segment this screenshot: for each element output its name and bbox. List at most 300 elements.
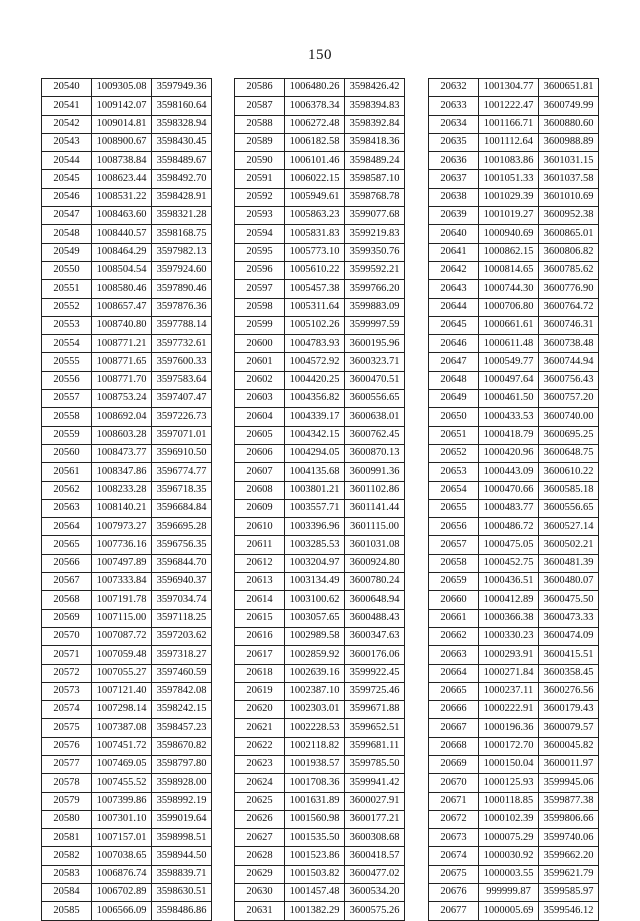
- y-coordinate-cell: 3600648.75: [539, 444, 599, 462]
- point-id-cell: 20663: [429, 646, 479, 664]
- point-id-cell: 20579: [42, 792, 92, 810]
- x-coordinate-cell: 1003057.65: [285, 609, 345, 627]
- y-coordinate-cell: 3598328.94: [152, 115, 212, 133]
- x-coordinate-cell: 1000125.93: [479, 774, 539, 792]
- table-row: [235, 847, 405, 865]
- table-row: [429, 207, 599, 225]
- y-coordinate-cell: 3598992.19: [152, 792, 212, 810]
- x-coordinate-cell: 1006101.46: [285, 152, 345, 170]
- x-coordinate-cell: 1002859.92: [285, 646, 345, 664]
- table-row: [42, 170, 212, 188]
- table-row: [42, 573, 212, 591]
- point-id-cell: 20607: [235, 463, 285, 481]
- point-id-cell: 20597: [235, 280, 285, 298]
- point-id-cell: 20576: [42, 737, 92, 755]
- x-coordinate-cell: 1007973.27: [92, 518, 152, 536]
- x-coordinate-cell: 1001019.27: [479, 207, 539, 225]
- point-id-cell: 20648: [429, 371, 479, 389]
- x-coordinate-cell: 1001631.89: [285, 792, 345, 810]
- table-row: [42, 792, 212, 810]
- table-row: [235, 810, 405, 828]
- table-row: [235, 573, 405, 591]
- x-coordinate-cell: 1000461.50: [479, 390, 539, 408]
- table-row: [429, 554, 599, 572]
- x-coordinate-cell: 1000744.30: [479, 280, 539, 298]
- x-coordinate-cell: 1000475.05: [479, 536, 539, 554]
- y-coordinate-cell: 3598492.70: [152, 170, 212, 188]
- y-coordinate-cell: 3600757.20: [539, 390, 599, 408]
- table-row: [235, 188, 405, 206]
- y-coordinate-cell: 3600865.01: [539, 225, 599, 243]
- x-coordinate-cell: 1008900.67: [92, 133, 152, 151]
- table-row: [235, 97, 405, 115]
- point-id-cell: 20584: [42, 884, 92, 902]
- x-coordinate-cell: 1007157.01: [92, 829, 152, 847]
- table-row: [235, 225, 405, 243]
- y-coordinate-cell: 3599219.83: [345, 225, 405, 243]
- x-coordinate-cell: 1006272.48: [285, 115, 345, 133]
- point-id-cell: 20611: [235, 536, 285, 554]
- point-id-cell: 20629: [235, 865, 285, 883]
- y-coordinate-cell: 3596940.37: [152, 573, 212, 591]
- x-coordinate-cell: 1001304.77: [479, 79, 539, 97]
- x-coordinate-cell: 1000118.85: [479, 792, 539, 810]
- x-coordinate-cell: 1009014.81: [92, 115, 152, 133]
- y-coordinate-cell: 3600474.09: [539, 627, 599, 645]
- y-coordinate-cell: 3599997.59: [345, 316, 405, 334]
- point-id-cell: 20557: [42, 390, 92, 408]
- y-coordinate-cell: 3600746.31: [539, 316, 599, 334]
- table-row: [429, 444, 599, 462]
- y-coordinate-cell: 3600785.62: [539, 261, 599, 279]
- table-row: [42, 810, 212, 828]
- y-coordinate-cell: 3600470.51: [345, 371, 405, 389]
- x-coordinate-cell: 1005949.61: [285, 188, 345, 206]
- y-coordinate-cell: 3597890.46: [152, 280, 212, 298]
- point-id-cell: 20543: [42, 133, 92, 151]
- point-id-cell: 20623: [235, 755, 285, 773]
- x-coordinate-cell: 1006022.15: [285, 170, 345, 188]
- table-row: [42, 335, 212, 353]
- y-coordinate-cell: 3600177.21: [345, 810, 405, 828]
- y-coordinate-cell: 3600323.71: [345, 353, 405, 371]
- x-coordinate-cell: 1007333.84: [92, 573, 152, 591]
- table-row: [42, 188, 212, 206]
- point-id-cell: 20581: [42, 829, 92, 847]
- y-coordinate-cell: 3597876.36: [152, 298, 212, 316]
- x-coordinate-cell: 1007191.78: [92, 591, 152, 609]
- y-coordinate-cell: 3598168.75: [152, 225, 212, 243]
- y-coordinate-cell: 3600358.45: [539, 664, 599, 682]
- table-row: [235, 737, 405, 755]
- point-id-cell: 20552: [42, 298, 92, 316]
- x-coordinate-cell: 1008440.57: [92, 225, 152, 243]
- y-coordinate-cell: 3600079.57: [539, 719, 599, 737]
- table-row: [429, 188, 599, 206]
- point-id-cell: 20551: [42, 280, 92, 298]
- y-coordinate-cell: 3599350.76: [345, 243, 405, 261]
- x-coordinate-cell: 1008464.29: [92, 243, 152, 261]
- x-coordinate-cell: 1007455.52: [92, 774, 152, 792]
- x-coordinate-cell: 1008740.80: [92, 316, 152, 334]
- table-row: [429, 518, 599, 536]
- table-row: [429, 133, 599, 151]
- y-coordinate-cell: 3600776.90: [539, 280, 599, 298]
- y-coordinate-cell: 3599766.20: [345, 280, 405, 298]
- table-row: [235, 335, 405, 353]
- table-row: [42, 115, 212, 133]
- point-id-cell: 20587: [235, 97, 285, 115]
- point-id-cell: 20608: [235, 481, 285, 499]
- y-coordinate-cell: 3598486.86: [152, 902, 212, 920]
- y-coordinate-cell: 3597949.36: [152, 79, 212, 97]
- table-row: [235, 444, 405, 462]
- table-row: [42, 225, 212, 243]
- y-coordinate-cell: 3599785.50: [345, 755, 405, 773]
- point-id-cell: 20599: [235, 316, 285, 334]
- point-id-cell: 20622: [235, 737, 285, 755]
- point-id-cell: 20582: [42, 847, 92, 865]
- y-coordinate-cell: 3600991.36: [345, 463, 405, 481]
- x-coordinate-cell: 1003396.96: [285, 518, 345, 536]
- x-coordinate-cell: 1007387.08: [92, 719, 152, 737]
- table-row: [42, 682, 212, 700]
- point-id-cell: 20661: [429, 609, 479, 627]
- point-id-cell: 20585: [42, 902, 92, 920]
- y-coordinate-cell: 3601037.58: [539, 170, 599, 188]
- x-coordinate-cell: 999999.87: [479, 884, 539, 902]
- y-coordinate-cell: 3596774.77: [152, 463, 212, 481]
- point-id-cell: 20669: [429, 755, 479, 773]
- x-coordinate-cell: 1009142.07: [92, 97, 152, 115]
- table-row: [235, 774, 405, 792]
- table-row: [42, 481, 212, 499]
- point-id-cell: 20544: [42, 152, 92, 170]
- table-row: [235, 170, 405, 188]
- y-coordinate-cell: 3596718.35: [152, 481, 212, 499]
- point-id-cell: 20610: [235, 518, 285, 536]
- x-coordinate-cell: 1000222.91: [479, 701, 539, 719]
- point-id-cell: 20547: [42, 207, 92, 225]
- point-id-cell: 20546: [42, 188, 92, 206]
- y-coordinate-cell: 3597600.33: [152, 353, 212, 371]
- point-id-cell: 20583: [42, 865, 92, 883]
- point-id-cell: 20562: [42, 481, 92, 499]
- y-coordinate-cell: 3600870.13: [345, 444, 405, 462]
- point-id-cell: 20575: [42, 719, 92, 737]
- y-coordinate-cell: 3597034.74: [152, 591, 212, 609]
- point-id-cell: 20591: [235, 170, 285, 188]
- table-row: [429, 829, 599, 847]
- table-row: [42, 591, 212, 609]
- y-coordinate-cell: 3600648.94: [345, 591, 405, 609]
- point-id-cell: 20615: [235, 609, 285, 627]
- y-coordinate-cell: 3599585.97: [539, 884, 599, 902]
- x-coordinate-cell: 1000150.04: [479, 755, 539, 773]
- x-coordinate-cell: 1008623.44: [92, 170, 152, 188]
- y-coordinate-cell: 3600764.72: [539, 298, 599, 316]
- point-id-cell: 20621: [235, 719, 285, 737]
- x-coordinate-cell: 1007038.65: [92, 847, 152, 865]
- table-row: [235, 280, 405, 298]
- y-coordinate-cell: 3599621.79: [539, 865, 599, 883]
- y-coordinate-cell: 3599740.06: [539, 829, 599, 847]
- x-coordinate-cell: 1000452.75: [479, 554, 539, 572]
- table-row: [429, 463, 599, 481]
- table-row: [235, 463, 405, 481]
- point-id-cell: 20568: [42, 591, 92, 609]
- table-row: [235, 536, 405, 554]
- x-coordinate-cell: 1000237.11: [479, 682, 539, 700]
- x-coordinate-cell: 1000483.77: [479, 499, 539, 517]
- point-id-cell: 20657: [429, 536, 479, 554]
- table-row: [42, 353, 212, 371]
- x-coordinate-cell: 1003204.97: [285, 554, 345, 572]
- table-row: [42, 280, 212, 298]
- table-row: [235, 884, 405, 902]
- x-coordinate-cell: 1000814.65: [479, 261, 539, 279]
- x-coordinate-cell: 1007115.00: [92, 609, 152, 627]
- x-coordinate-cell: 1000436.51: [479, 573, 539, 591]
- x-coordinate-cell: 1001083.86: [479, 152, 539, 170]
- x-coordinate-cell: 1001051.33: [479, 170, 539, 188]
- y-coordinate-cell: 3600695.25: [539, 426, 599, 444]
- point-id-cell: 20645: [429, 316, 479, 334]
- y-coordinate-cell: 3600045.82: [539, 737, 599, 755]
- table-row: [42, 243, 212, 261]
- table-row: [429, 865, 599, 883]
- table-row: [429, 115, 599, 133]
- table-row: [235, 408, 405, 426]
- x-coordinate-cell: 1007121.40: [92, 682, 152, 700]
- x-coordinate-cell: 1001503.82: [285, 865, 345, 883]
- y-coordinate-cell: 3601115.00: [345, 518, 405, 536]
- point-id-cell: 20550: [42, 261, 92, 279]
- table-row: [235, 316, 405, 334]
- y-coordinate-cell: 3597407.47: [152, 390, 212, 408]
- point-id-cell: 20567: [42, 573, 92, 591]
- point-id-cell: 20634: [429, 115, 479, 133]
- point-id-cell: 20659: [429, 573, 479, 591]
- y-coordinate-cell: 3598489.24: [345, 152, 405, 170]
- point-id-cell: 20589: [235, 133, 285, 151]
- x-coordinate-cell: 1001560.98: [285, 810, 345, 828]
- x-coordinate-cell: 1000030.92: [479, 847, 539, 865]
- x-coordinate-cell: 1000366.38: [479, 609, 539, 627]
- x-coordinate-cell: 1002989.58: [285, 627, 345, 645]
- point-id-cell: 20612: [235, 554, 285, 572]
- y-coordinate-cell: 3601102.86: [345, 481, 405, 499]
- table-row: [235, 609, 405, 627]
- point-id-cell: 20673: [429, 829, 479, 847]
- x-coordinate-cell: 1007059.48: [92, 646, 152, 664]
- point-id-cell: 20677: [429, 902, 479, 920]
- y-coordinate-cell: 3598418.36: [345, 133, 405, 151]
- table-row: [42, 646, 212, 664]
- table-row: [235, 701, 405, 719]
- y-coordinate-cell: 3598670.82: [152, 737, 212, 755]
- y-coordinate-cell: 3600418.57: [345, 847, 405, 865]
- x-coordinate-cell: 1007497.89: [92, 554, 152, 572]
- point-id-cell: 20632: [429, 79, 479, 97]
- y-coordinate-cell: 3600027.91: [345, 792, 405, 810]
- point-id-cell: 20674: [429, 847, 479, 865]
- y-coordinate-cell: 3599652.51: [345, 719, 405, 737]
- point-id-cell: 20553: [42, 316, 92, 334]
- table-row: [42, 554, 212, 572]
- point-id-cell: 20638: [429, 188, 479, 206]
- table-row: [429, 627, 599, 645]
- table-row: [429, 152, 599, 170]
- point-id-cell: 20554: [42, 335, 92, 353]
- table-row: [235, 152, 405, 170]
- y-coordinate-cell: 3597203.62: [152, 627, 212, 645]
- point-id-cell: 20668: [429, 737, 479, 755]
- y-coordinate-cell: 3600952.38: [539, 207, 599, 225]
- page-number: 150: [308, 47, 332, 63]
- y-coordinate-cell: 3598428.91: [152, 188, 212, 206]
- table-row: [429, 792, 599, 810]
- table-row: [429, 481, 599, 499]
- y-coordinate-cell: 3600195.96: [345, 335, 405, 353]
- y-coordinate-cell: 3601031.08: [345, 536, 405, 554]
- point-id-cell: 20573: [42, 682, 92, 700]
- x-coordinate-cell: 1007399.86: [92, 792, 152, 810]
- table-row: [42, 261, 212, 279]
- x-coordinate-cell: 1006182.58: [285, 133, 345, 151]
- table-row: [42, 133, 212, 151]
- x-coordinate-cell: 1007087.72: [92, 627, 152, 645]
- point-id-cell: 20565: [42, 536, 92, 554]
- table-row: [42, 884, 212, 902]
- x-coordinate-cell: 1006378.34: [285, 97, 345, 115]
- table-row: [235, 792, 405, 810]
- y-coordinate-cell: 3600651.81: [539, 79, 599, 97]
- x-coordinate-cell: 1003134.49: [285, 573, 345, 591]
- x-coordinate-cell: 1008771.70: [92, 371, 152, 389]
- table-row: [429, 316, 599, 334]
- y-coordinate-cell: 3599546.12: [539, 902, 599, 920]
- point-id-cell: 20592: [235, 188, 285, 206]
- x-coordinate-cell: 1000418.79: [479, 426, 539, 444]
- x-coordinate-cell: 1000003.55: [479, 865, 539, 883]
- table-row: [429, 390, 599, 408]
- table-row: [429, 573, 599, 591]
- x-coordinate-cell: 1005610.22: [285, 261, 345, 279]
- point-id-cell: 20577: [42, 755, 92, 773]
- point-id-cell: 20600: [235, 335, 285, 353]
- table-row: [42, 408, 212, 426]
- table-row: [235, 664, 405, 682]
- table-row: [235, 353, 405, 371]
- table-row: [235, 499, 405, 517]
- point-id-cell: 20656: [429, 518, 479, 536]
- y-coordinate-cell: 3600481.39: [539, 554, 599, 572]
- x-coordinate-cell: 1000940.69: [479, 225, 539, 243]
- point-id-cell: 20647: [429, 353, 479, 371]
- table-row: [42, 79, 212, 97]
- x-coordinate-cell: 1000075.29: [479, 829, 539, 847]
- table-row: [42, 371, 212, 389]
- x-coordinate-cell: 1000330.23: [479, 627, 539, 645]
- table-row: [42, 737, 212, 755]
- x-coordinate-cell: 1008233.28: [92, 481, 152, 499]
- point-id-cell: 20651: [429, 426, 479, 444]
- x-coordinate-cell: 1004783.93: [285, 335, 345, 353]
- x-coordinate-cell: 1001166.71: [479, 115, 539, 133]
- table-row: [235, 426, 405, 444]
- point-id-cell: 20655: [429, 499, 479, 517]
- point-id-cell: 20650: [429, 408, 479, 426]
- point-id-cell: 20555: [42, 353, 92, 371]
- x-coordinate-cell: 1002228.53: [285, 719, 345, 737]
- y-coordinate-cell: 3600179.43: [539, 701, 599, 719]
- y-coordinate-cell: 3596844.70: [152, 554, 212, 572]
- y-coordinate-cell: 3599725.46: [345, 682, 405, 700]
- y-coordinate-cell: 3600638.01: [345, 408, 405, 426]
- y-coordinate-cell: 3600556.65: [539, 499, 599, 517]
- y-coordinate-cell: 3597583.64: [152, 371, 212, 389]
- table-row: [42, 316, 212, 334]
- x-coordinate-cell: 1008473.77: [92, 444, 152, 462]
- y-coordinate-cell: 3598839.71: [152, 865, 212, 883]
- table-row: [235, 243, 405, 261]
- point-id-cell: 20572: [42, 664, 92, 682]
- x-coordinate-cell: 1000611.48: [479, 335, 539, 353]
- point-id-cell: 20561: [42, 463, 92, 481]
- table-row: [42, 152, 212, 170]
- point-id-cell: 20619: [235, 682, 285, 700]
- x-coordinate-cell: 1008692.04: [92, 408, 152, 426]
- point-id-cell: 20641: [429, 243, 479, 261]
- y-coordinate-cell: 3598160.64: [152, 97, 212, 115]
- y-coordinate-cell: 3600473.33: [539, 609, 599, 627]
- x-coordinate-cell: 1000420.96: [479, 444, 539, 462]
- coordinate-table-1: [41, 78, 212, 921]
- y-coordinate-cell: 3597732.61: [152, 335, 212, 353]
- y-coordinate-cell: 3600527.14: [539, 518, 599, 536]
- table-row: [235, 298, 405, 316]
- table-row: [429, 609, 599, 627]
- y-coordinate-cell: 3598768.78: [345, 188, 405, 206]
- table-row: [235, 371, 405, 389]
- y-coordinate-cell: 3600477.02: [345, 865, 405, 883]
- point-id-cell: 20646: [429, 335, 479, 353]
- x-coordinate-cell: 1000005.69: [479, 902, 539, 920]
- x-coordinate-cell: 1000433.53: [479, 408, 539, 426]
- table-row: [235, 719, 405, 737]
- y-coordinate-cell: 3596910.50: [152, 444, 212, 462]
- x-coordinate-cell: 1000196.36: [479, 719, 539, 737]
- point-id-cell: 20624: [235, 774, 285, 792]
- point-id-cell: 20631: [235, 902, 285, 920]
- point-id-cell: 20640: [429, 225, 479, 243]
- y-coordinate-cell: 3600780.24: [345, 573, 405, 591]
- table-row: [42, 518, 212, 536]
- point-id-cell: 20559: [42, 426, 92, 444]
- point-id-cell: 20566: [42, 554, 92, 572]
- table-row: [42, 664, 212, 682]
- x-coordinate-cell: 1000412.89: [479, 591, 539, 609]
- y-coordinate-cell: 3600924.80: [345, 554, 405, 572]
- y-coordinate-cell: 3600415.51: [539, 646, 599, 664]
- table-row: [235, 646, 405, 664]
- point-id-cell: 20556: [42, 371, 92, 389]
- point-id-cell: 20593: [235, 207, 285, 225]
- x-coordinate-cell: 1004294.05: [285, 444, 345, 462]
- x-coordinate-cell: 1008603.28: [92, 426, 152, 444]
- x-coordinate-cell: 1000172.70: [479, 737, 539, 755]
